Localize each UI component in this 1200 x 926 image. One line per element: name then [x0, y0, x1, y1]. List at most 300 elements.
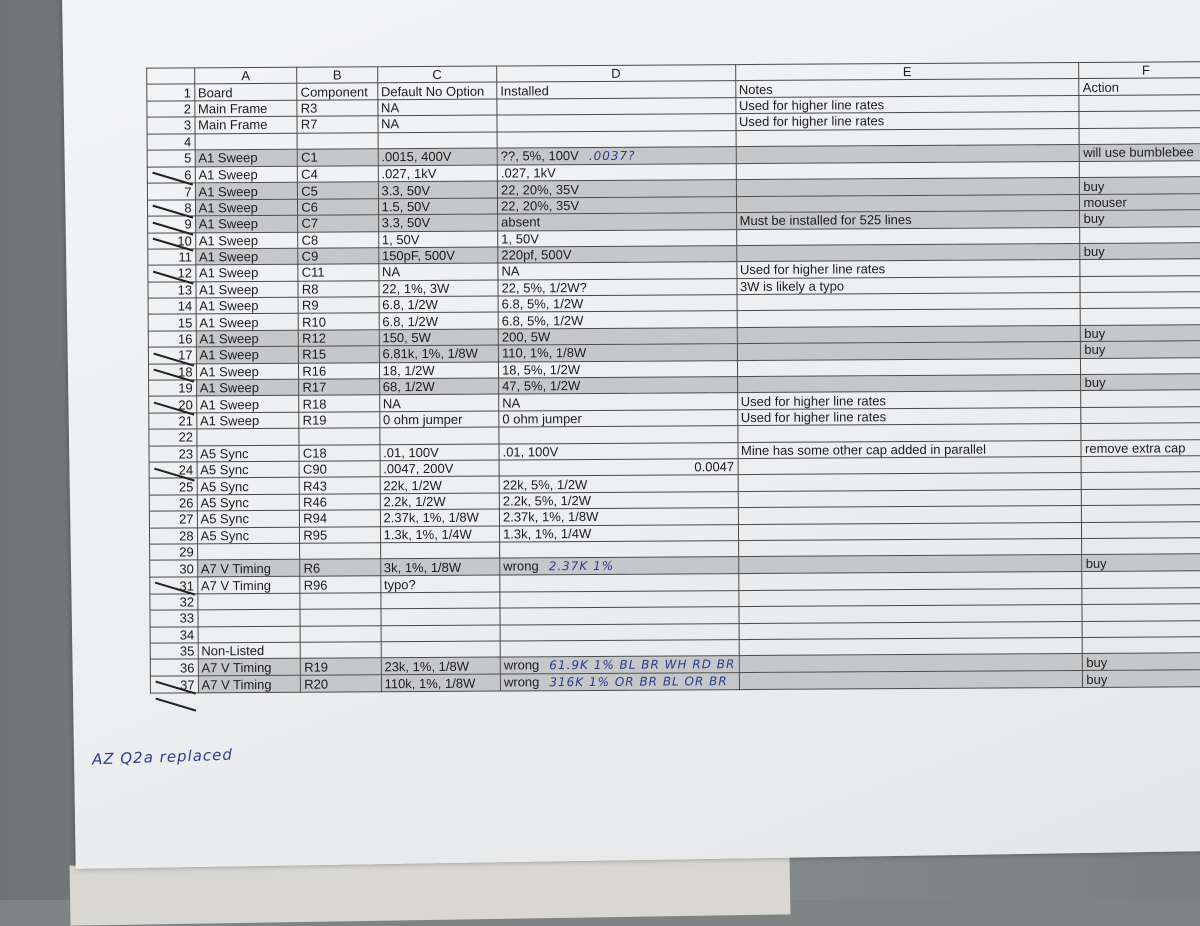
- cell-text: C11: [301, 265, 325, 281]
- row-number-text: 23: [178, 446, 194, 462]
- cell-c: [379, 313, 499, 330]
- cell-d: [500, 574, 739, 592]
- cell-b: [299, 461, 379, 478]
- cell-text: A1 Sweep: [199, 347, 259, 363]
- cell-text: ??, 5%, 100V: [500, 147, 579, 164]
- cell-b: [298, 166, 378, 183]
- cell-f: [1080, 144, 1200, 162]
- cell-e: [738, 555, 1082, 574]
- cell-b: [298, 182, 378, 199]
- cell-text: 200, 5W: [501, 329, 551, 345]
- cell-a: [196, 330, 299, 347]
- row-number: [150, 643, 198, 660]
- cell-b: [298, 264, 378, 281]
- cell-text: 22k, 5%, 1/2W: [502, 476, 588, 493]
- cell-text: 220pf, 500V: [501, 247, 572, 263]
- cell-text: Installed: [500, 82, 549, 99]
- cell-b: [297, 116, 377, 133]
- cell-text: 0 ohm jumper: [502, 411, 582, 427]
- cell-text: A7 V Timing: [200, 577, 272, 593]
- cell-f: [1079, 78, 1200, 95]
- cell-text: 18, 1/2W: [382, 362, 435, 379]
- cell-f: [1082, 554, 1200, 572]
- cell-a: [197, 461, 300, 478]
- row-number: [148, 298, 196, 315]
- cell-text: 6.8, 1/2W: [382, 313, 439, 329]
- cell-d: [498, 245, 737, 263]
- cell-b: [300, 625, 380, 642]
- cell-text: NA: [502, 395, 521, 411]
- cell-text: wrong: [503, 558, 539, 574]
- cell-a: [195, 232, 298, 249]
- cell-text: 6.81k, 1%, 1/8W: [382, 346, 478, 362]
- cell-b: [299, 395, 379, 412]
- column-header: D: [497, 65, 736, 83]
- cell-b: [297, 149, 377, 166]
- cell-text: R95: [303, 527, 328, 543]
- cell-a: [195, 183, 298, 200]
- handwritten-annotation: .0037?: [588, 148, 636, 163]
- cell-d: [500, 524, 739, 542]
- cell-d: [500, 673, 739, 691]
- cell-c: [380, 509, 500, 526]
- cell-c: [380, 460, 500, 477]
- cell-c: [378, 198, 498, 215]
- row-number-text: 36: [179, 660, 195, 676]
- cell-f: [1079, 94, 1200, 111]
- cell-text: 3.3, 50V: [381, 182, 431, 198]
- cell-a: [197, 478, 300, 495]
- cell-text: R19: [302, 412, 327, 428]
- cell-text: buy: [1085, 555, 1107, 571]
- cell-text: 6.8, 5%, 1/2W: [501, 312, 584, 329]
- cell-text: wrong: [503, 674, 540, 690]
- handwritten-annotation: 316K 1% OR BR BL OR BR: [549, 674, 728, 690]
- cell-text: A7 V Timing: [201, 659, 272, 676]
- cell-text: Main Frame: [197, 100, 268, 117]
- cell-text: 150pF, 500V: [381, 247, 455, 264]
- row-number-text: 9: [184, 216, 192, 232]
- cell-d: [500, 639, 739, 657]
- row-number-text: 12: [177, 265, 193, 281]
- cell-b: [300, 559, 380, 576]
- cell-text: Board: [197, 84, 233, 100]
- cell-c: [380, 558, 500, 576]
- cell-text: 18, 5%, 1/2W: [502, 361, 581, 378]
- cell-text: buy: [1084, 342, 1106, 358]
- row-number: [149, 495, 197, 512]
- cell-f: [1080, 193, 1200, 210]
- cell-text: Mine has some other cap added in parallel: [740, 441, 987, 458]
- cell-text: NA: [381, 264, 401, 280]
- cell-text: remove extra cap: [1084, 440, 1186, 456]
- cell-text: A1 Sweep: [199, 363, 259, 380]
- row-number-text: 18: [178, 364, 193, 380]
- cell-d: [499, 377, 738, 395]
- cell-f: [1081, 341, 1200, 358]
- cell-text: Used for higher line rates: [740, 409, 887, 426]
- cell-text: 0.0047: [694, 459, 735, 475]
- cell-text: R15: [302, 347, 327, 363]
- cell-a: [197, 494, 300, 511]
- cell-text: R8: [301, 281, 319, 297]
- row-number: [149, 478, 197, 495]
- cell-text: Notes: [738, 81, 773, 97]
- cell-b: [299, 362, 379, 379]
- cell-text: 3k, 1%, 1/8W: [383, 559, 462, 576]
- cell-text: buy: [1083, 243, 1105, 260]
- corner-cell: [147, 68, 195, 85]
- cell-c: [381, 641, 501, 658]
- cell-b: [298, 199, 378, 216]
- cell-c: [378, 247, 498, 264]
- row-number-text: 27: [179, 511, 194, 527]
- cell-f: [1081, 390, 1200, 407]
- row-number-text: 33: [179, 610, 195, 626]
- row-number-text: 15: [177, 315, 193, 331]
- cell-text: 150, 5W: [382, 330, 431, 346]
- cell-b: [300, 477, 380, 494]
- row-number: [148, 314, 196, 331]
- cell-text: R17: [302, 379, 327, 395]
- cell-text: A1 Sweep: [199, 396, 260, 412]
- cell-f: [1081, 308, 1200, 325]
- row-number-text: 28: [179, 528, 194, 544]
- cell-b: [299, 313, 379, 330]
- printed-page: [62, 0, 1200, 869]
- row-number-text: 19: [178, 380, 193, 396]
- cell-text: 2.37k, 1%, 1/8W: [383, 510, 479, 526]
- cell-text: 68, 1/2W: [382, 379, 435, 395]
- row-number: [148, 232, 196, 249]
- cell-text: A1 Sweep: [198, 265, 259, 281]
- cell-text: A5 Sync: [200, 462, 249, 478]
- row-number: [147, 84, 195, 101]
- cell-d: [498, 196, 737, 214]
- cell-a: [195, 199, 298, 216]
- cell-text: C6: [301, 199, 319, 215]
- cell-a: [196, 412, 299, 429]
- row-number: [150, 626, 198, 643]
- column-header: F: [1079, 62, 1200, 79]
- row-number: [147, 117, 195, 134]
- cell-b: [297, 100, 377, 117]
- cell-c: [380, 575, 500, 592]
- cell-f: [1080, 243, 1200, 260]
- cell-d: [500, 656, 739, 674]
- cell-text: R9: [301, 297, 319, 314]
- row-number-text: 6: [184, 167, 192, 183]
- cell-a: [197, 527, 300, 544]
- cell-text: Must be installed for 525 lines: [739, 212, 912, 229]
- cell-text: NA: [501, 263, 520, 280]
- row-number: [150, 659, 198, 676]
- row-number-text: 34: [179, 627, 195, 643]
- cell-text: R18: [302, 396, 327, 412]
- cell-text: 3W is likely a typo: [739, 278, 845, 294]
- cell-text: A7 V Timing: [200, 560, 271, 577]
- cell-text: A5 Sync: [200, 478, 249, 494]
- cell-c: [377, 82, 497, 99]
- cell-text: A1 Sweep: [198, 199, 258, 216]
- cell-text: 22, 5%, 1/2W?: [501, 279, 587, 296]
- cell-d: [497, 114, 736, 132]
- row-number-text: 13: [177, 282, 193, 298]
- cell-b: [300, 543, 380, 560]
- cell-text: C7: [301, 215, 319, 232]
- cell-text: buy: [1086, 671, 1108, 687]
- row-number: [150, 560, 198, 577]
- cell-text: .01, 100V: [502, 443, 559, 460]
- cell-a: [194, 84, 297, 101]
- cell-d: [497, 97, 736, 115]
- cell-d: [497, 180, 736, 198]
- cell-text: C4: [301, 166, 318, 182]
- cell-c: [378, 214, 498, 231]
- cell-text: C8: [301, 232, 319, 248]
- cell-text: A1 Sweep: [199, 413, 260, 429]
- cell-a: [195, 248, 298, 265]
- cell-b: [298, 248, 378, 265]
- cell-f: [1081, 406, 1200, 423]
- cell-d: [500, 541, 739, 559]
- cell-text: wrong: [503, 657, 540, 673]
- handwritten-note: AZ Q2a replaced: [91, 745, 234, 769]
- cell-b: [301, 642, 381, 659]
- cell-b: [299, 346, 379, 363]
- cell-text: NA: [382, 395, 401, 411]
- cell-text: 3.3, 50V: [381, 215, 431, 231]
- row-number: [148, 282, 196, 299]
- cell-text: buy: [1084, 325, 1106, 342]
- cell-a: [196, 379, 299, 396]
- row-number-text: 31: [179, 577, 194, 594]
- cell-c: [378, 132, 498, 149]
- cell-text: A1 Sweep: [199, 298, 259, 314]
- cell-d: [499, 491, 738, 509]
- cell-d: [497, 164, 736, 182]
- column-header: C: [377, 66, 497, 83]
- cell-c: [379, 296, 499, 313]
- cell-a: [198, 626, 301, 643]
- column-header: E: [735, 62, 1079, 80]
- cell-d: [497, 130, 736, 148]
- row-number: [150, 544, 198, 561]
- cell-f: [1082, 472, 1200, 489]
- cell-text: Used for higher line rates: [738, 97, 885, 114]
- cell-text: 22, 1%, 3W: [382, 280, 450, 297]
- cell-text: .0015, 400V: [381, 149, 452, 165]
- cell-c: [379, 345, 499, 362]
- cell-d: [498, 311, 737, 329]
- row-number-text: 29: [179, 544, 194, 560]
- row-number-text: 1: [183, 84, 191, 101]
- cell-b: [299, 428, 379, 445]
- cell-text: A1 Sweep: [199, 314, 259, 331]
- cell-b: [301, 675, 381, 692]
- cell-text: 1, 50V: [381, 231, 420, 247]
- row-number: [148, 347, 196, 364]
- handwritten-annotation: 2.37K 1%: [548, 559, 615, 574]
- cell-text: 1.3k, 1%, 1/4W: [383, 526, 472, 542]
- cell-text: absent: [501, 214, 541, 230]
- cell-a: [195, 133, 298, 150]
- cell-text: buy: [1083, 178, 1105, 194]
- cell-e: [736, 144, 1080, 163]
- cell-b: [300, 592, 380, 609]
- cell-text: .0047, 200V: [383, 460, 454, 477]
- cell-d: [500, 623, 739, 641]
- table-body: [147, 78, 1200, 693]
- row-number: [147, 167, 195, 184]
- cell-f: [1080, 275, 1200, 292]
- column-header: B: [297, 67, 377, 84]
- row-number: [149, 429, 197, 446]
- cell-d: [498, 213, 737, 231]
- row-number: [149, 527, 197, 544]
- cell-f: [1081, 357, 1200, 374]
- row-number: [150, 594, 198, 611]
- cell-b: [299, 379, 379, 396]
- cell-a: [196, 281, 299, 298]
- cell-d: [499, 360, 738, 378]
- row-number-text: 24: [178, 462, 194, 478]
- cell-text: R94: [303, 510, 328, 527]
- cell-text: C90: [302, 461, 327, 477]
- cell-b: [297, 132, 377, 149]
- cell-b: [297, 83, 377, 100]
- row-number: [148, 216, 196, 233]
- row-number-text: 14: [177, 298, 193, 314]
- cell-c: [381, 657, 501, 675]
- cell-text: will use bumblebee: [1083, 144, 1194, 161]
- cell-text: 6.8, 5%, 1/2W: [501, 296, 584, 312]
- cell-f: [1083, 620, 1200, 637]
- cell-c: [381, 625, 501, 642]
- row-number: [148, 249, 196, 266]
- row-number-text: 30: [179, 561, 194, 577]
- row-number-text: 5: [184, 150, 192, 166]
- cell-d: [498, 327, 737, 345]
- cell-f: [1081, 423, 1200, 440]
- cell-c: [381, 608, 501, 625]
- cell-text: R12: [302, 330, 327, 346]
- row-number: [147, 101, 195, 118]
- cell-f: [1082, 604, 1200, 621]
- cell-text: NA: [380, 100, 400, 116]
- cell-text: 110k, 1%, 1/8W: [384, 675, 476, 692]
- row-number: [147, 183, 195, 200]
- cell-d: [500, 557, 739, 575]
- cell-d: [499, 393, 738, 411]
- row-number-text: 22: [178, 429, 194, 445]
- cell-text: .027, 1kV: [500, 165, 556, 181]
- cell-b: [300, 576, 380, 593]
- cell-f: [1083, 637, 1200, 654]
- cell-text: A1 Sweep: [199, 281, 259, 298]
- cell-a: [196, 396, 299, 413]
- cell-text: A1 Sweep: [198, 249, 259, 265]
- cell-a: [195, 265, 298, 282]
- cell-a: [195, 166, 298, 183]
- row-number: [149, 462, 197, 479]
- cell-text: 1, 50V: [501, 230, 539, 247]
- cell-text: A1 Sweep: [199, 380, 260, 396]
- cell-text: C18: [302, 445, 327, 461]
- row-number: [147, 200, 195, 217]
- cell-text: R20: [304, 676, 329, 692]
- cell-c: [378, 181, 498, 198]
- row-number: [149, 396, 197, 413]
- cell-c: [379, 362, 499, 379]
- cell-b: [298, 231, 378, 248]
- cell-a: [195, 215, 298, 232]
- cell-f: [1081, 374, 1200, 391]
- cell-text: R10: [302, 314, 326, 330]
- row-number-text: 8: [184, 200, 192, 216]
- cell-d: [498, 229, 737, 247]
- cell-text: A5 Sync: [200, 511, 249, 527]
- cell-a: [196, 347, 299, 364]
- cell-a: [196, 428, 299, 445]
- cell-a: [195, 116, 298, 133]
- row-number-text: 4: [183, 134, 192, 150]
- row-number: [148, 364, 196, 381]
- cell-a: [197, 577, 300, 594]
- cell-text: R7: [300, 117, 318, 133]
- cell-c: [380, 526, 500, 543]
- cell-e: [739, 654, 1083, 673]
- cell-d: [497, 147, 736, 165]
- pen-strike: [156, 698, 197, 711]
- cell-text: buy: [1083, 211, 1105, 227]
- cell-a: [196, 363, 299, 380]
- cell-c: [380, 493, 500, 510]
- cell-c: [378, 115, 498, 132]
- cell-c: [379, 378, 499, 395]
- cell-b: [299, 444, 379, 461]
- row-number: [149, 445, 197, 462]
- cell-text: 22, 20%, 35V: [500, 181, 580, 198]
- cell-text: 2.2k, 5%, 1/2W: [502, 492, 592, 509]
- row-number-text: 21: [178, 413, 193, 429]
- cell-f: [1080, 226, 1200, 243]
- cell-a: [196, 314, 299, 331]
- row-number: [149, 413, 197, 430]
- cell-c: [381, 674, 501, 692]
- cell-c: [380, 542, 500, 559]
- cell-text: Non-Listed: [201, 643, 265, 659]
- cell-text: R3: [300, 100, 318, 116]
- cell-a: [195, 149, 298, 167]
- component-table: [146, 61, 1200, 694]
- cell-b: [300, 510, 380, 527]
- cell-text: R16: [302, 363, 327, 379]
- row-number-text: 16: [177, 331, 193, 347]
- row-number-text: 25: [178, 478, 194, 495]
- cell-d: [499, 475, 738, 493]
- cell-b: [300, 526, 380, 543]
- cell-c: [380, 476, 500, 493]
- cell-text: A1 Sweep: [199, 331, 259, 347]
- cell-text: 23k, 1%, 1/8W: [384, 658, 470, 675]
- cell-f: [1080, 177, 1200, 194]
- cell-a: [197, 560, 300, 578]
- cell-d: [499, 442, 738, 460]
- cell-text: R6: [303, 560, 321, 576]
- cell-b: [301, 658, 381, 675]
- cell-text: A1 Sweep: [198, 150, 258, 166]
